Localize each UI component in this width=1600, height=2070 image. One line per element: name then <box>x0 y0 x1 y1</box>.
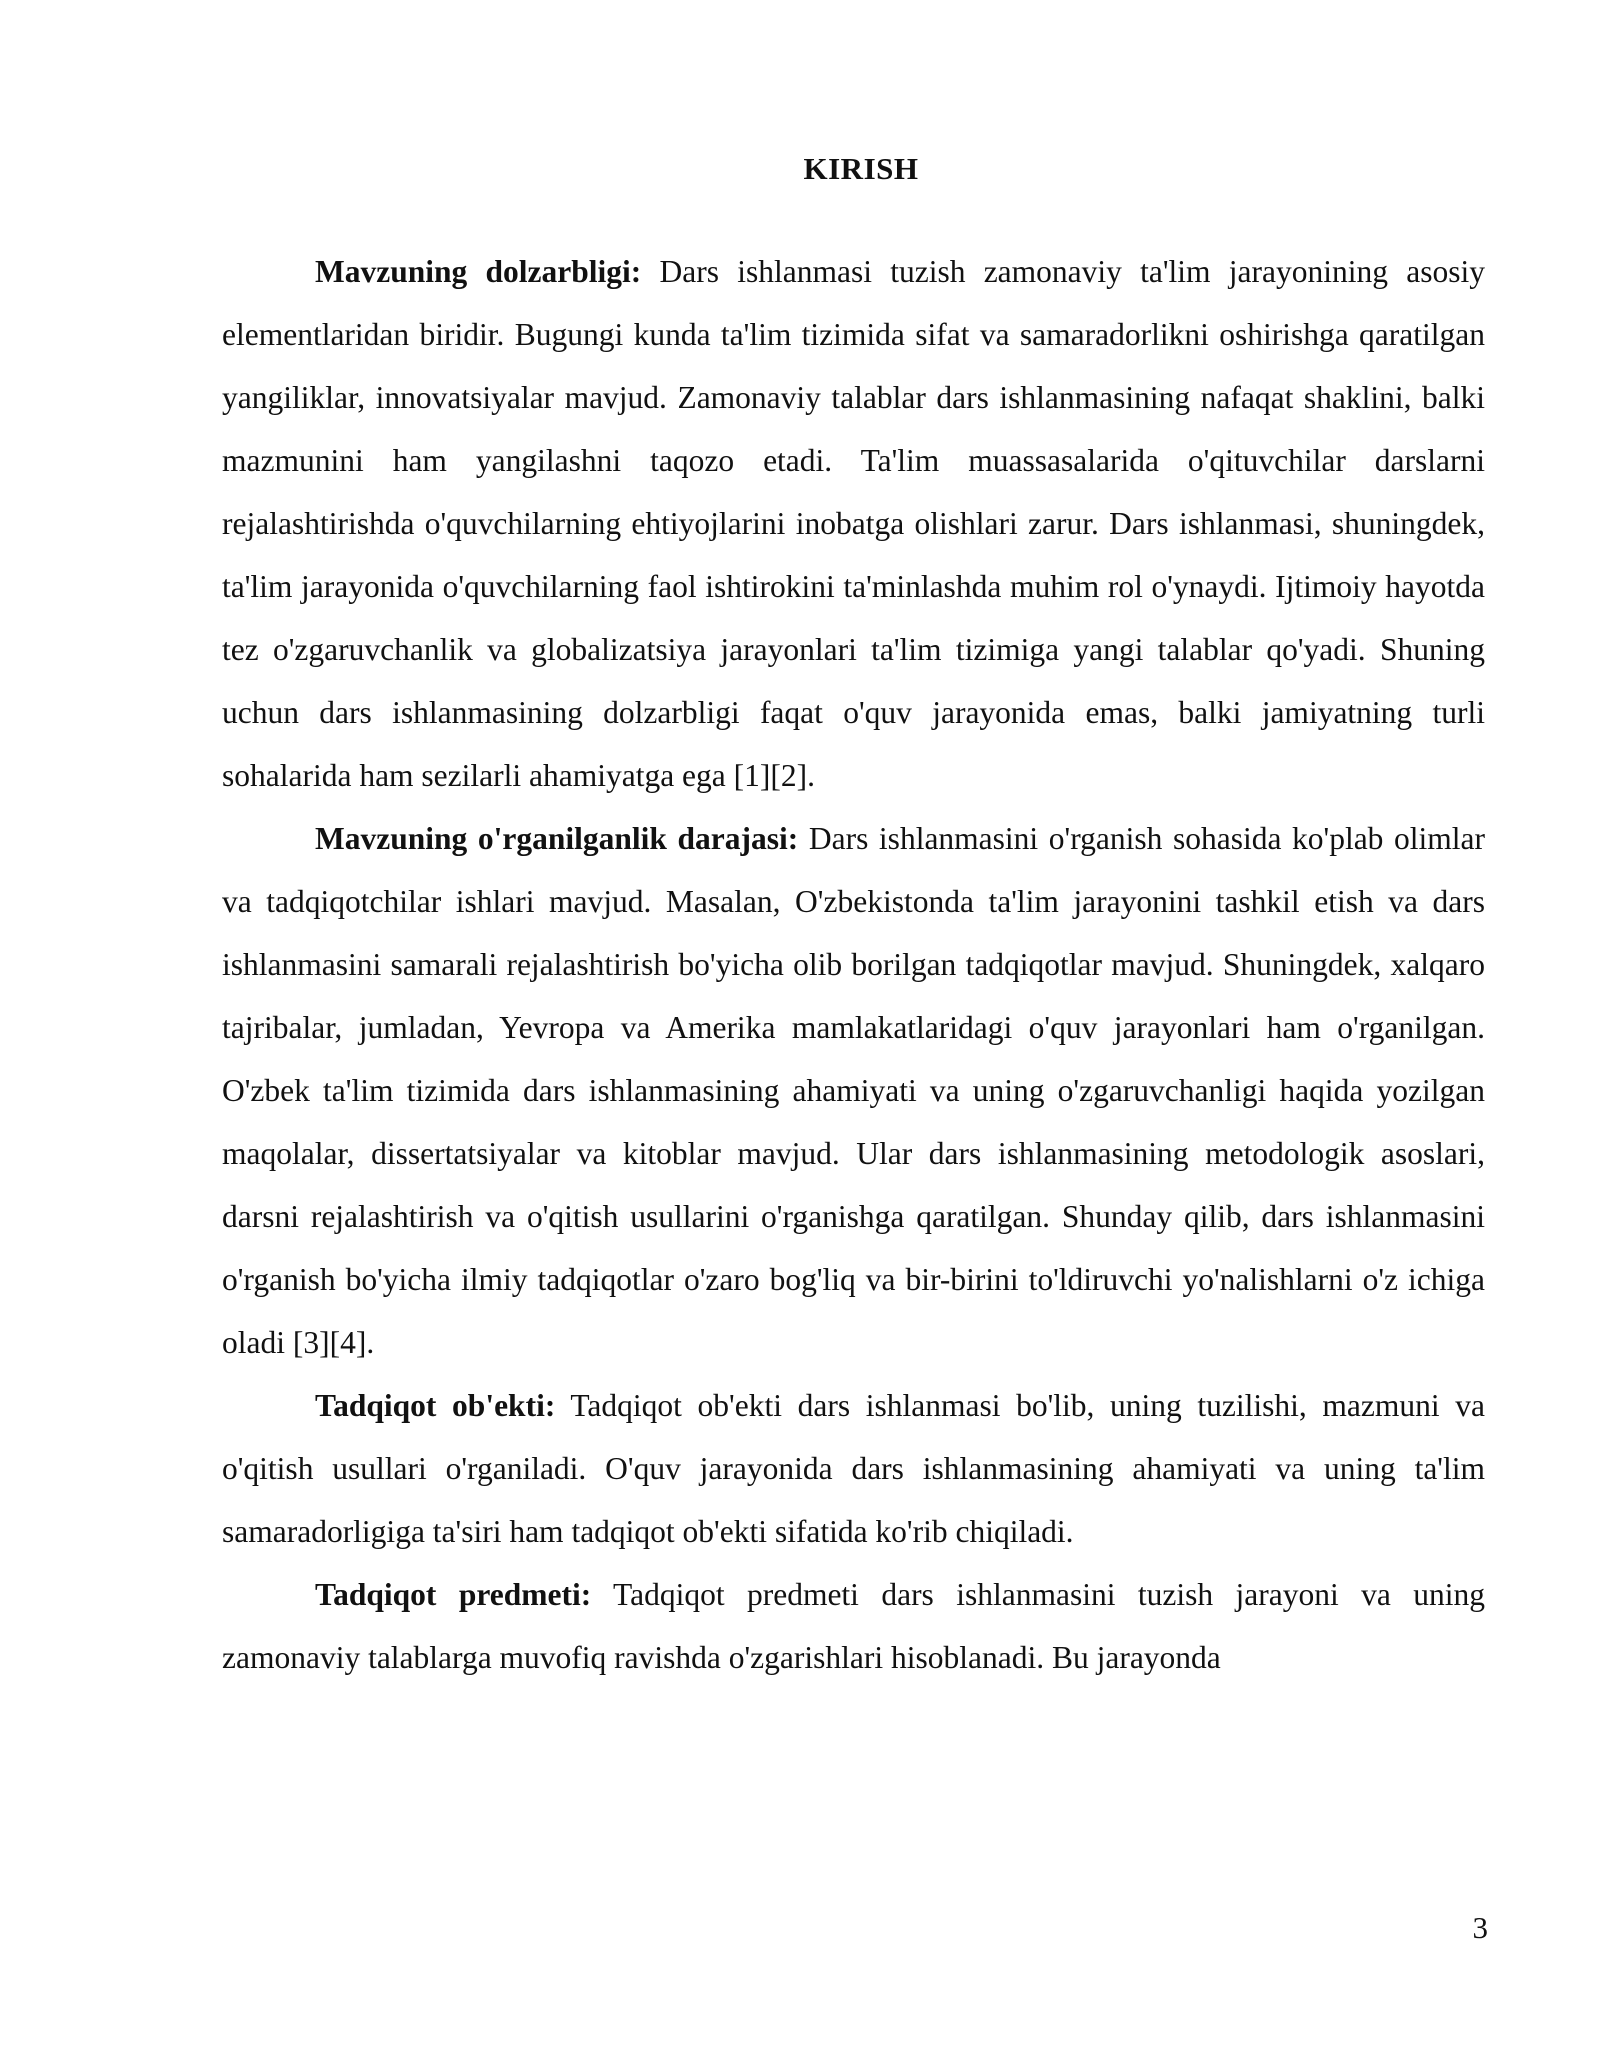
paragraph-lead: Tadqiqot ob'ekti: <box>315 1388 556 1423</box>
paragraph-lead: Mavzuning dolzarbligi: <box>315 254 642 289</box>
paragraph-study-level <box>222 807 1485 1374</box>
document-body <box>222 240 1485 1689</box>
page-number: 3 <box>1472 1910 1488 1945</box>
paragraph-text: Tadqiqot predmeti dars ishlanmasini tuzish jarayoni va uning zamonaviy talablarga muvofiq ravishda o'zgarishlari hisoblanadi. Bu jarayonda <box>222 1577 1485 1675</box>
paragraph-relevance <box>222 240 1485 807</box>
paragraph-lead: Mavzuning o'rganilganlik darajasi: <box>315 821 799 856</box>
page-title: KIRISH <box>803 151 919 186</box>
paragraph-research-subject <box>222 1563 1485 1689</box>
paragraph-research-object <box>222 1374 1485 1563</box>
paragraph-text: Tadqiqot ob'ekti dars ishlanmasi bo'lib, uning tuzilishi, mazmuni va o'qitish usullari o'rganiladi. O'quv jarayonida dars ishlanmasining ahamiyati va uning ta'lim samaradorligiga ta'siri ham tadqiqot ob'ekti sifatida ko'rib chiqiladi. <box>222 1388 1486 1549</box>
paragraph-text: Dars ishlanmasi tuzish zamonaviy ta'lim jarayonining asosiy elementlaridan biridir. Bugungi kunda ta'lim tizimida sifat va samaradorlikni oshirishga qaratilgan yangiliklar, innovatsiyalar mavjud. Zamonaviy talablar dars ishlanmasining nafaqat shaklini, balki mazmunini ham yangilashni taqozo etadi. Ta'lim muassasalarida o'qituvchilar darslarni rejalashtirishda o'quvchilarning ehtiyojlarini inobatga olishlari zarur. Dars ishlanmasi, shuningdek, ta'lim jarayonida o'quvchilarning faol ishtirokini ta'minlashda muhim rol o'ynaydi. Ijtimoiy hayotda tez o'zgaruvchanlik va globalizatsiya jarayonlari ta'lim tizimiga yangi talablar qo'yadi. Shuning uchun dars ishlanmasining dolzarbligi faqat o'quv jarayonida emas, balki jamiyatning turli sohalarida ham sezilarli ahamiyatga ega [1][2]. <box>222 254 1485 793</box>
paragraph-text: Dars ishlanmasini o'rganish sohasida ko'plab olimlar va tadqiqotchilar ishlari mavjud. Masalan, O'zbekistonda ta'lim jarayonini tashkil etish va dars ishlanmasini samarali rejalashtirish bo'yicha olib borilgan tadqiqotlar mavjud. Shuningdek, xalqaro tajribalar, jumladan, Yevropa va Amerika mamlakatlaridagi o'quv jarayonlari ham o'rganilgan. O'zbek ta'lim tizimida dars ishlanmasining ahamiyati va uning o'zgaruvchanligi haqida yozilgan maqolalar, dissertatsiyalar va kitoblar mavjud. Ular dars ishlanmasining metodologik asoslari, darsni rejalashtirish va o'qitish usullarini o'rganishga qaratilgan. Shunday qilib, dars ishlanmasini o'rganish bo'yicha ilmiy tadqiqotlar o'zaro bog'liq va bir-birini to'ldiruvchi yo'nalishlarni o'z ichiga oladi [3][4]. <box>222 821 1486 1360</box>
paragraph-lead: Tadqiqot predmeti: <box>315 1577 592 1612</box>
